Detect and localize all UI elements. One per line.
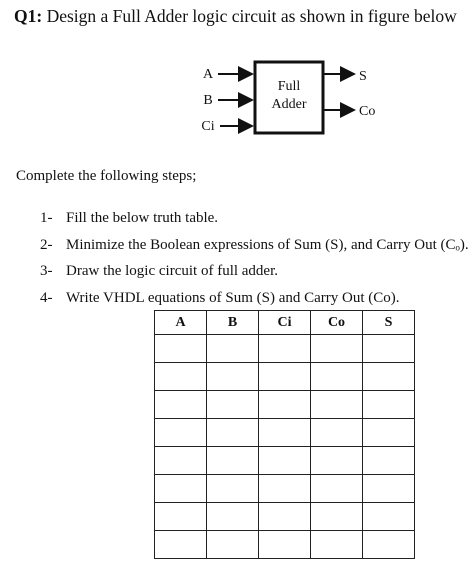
table-cell[interactable] — [155, 475, 207, 503]
step-item — [40, 232, 469, 259]
step-number: 1- — [40, 210, 53, 226]
header-co: Co — [311, 311, 363, 335]
table-cell[interactable] — [363, 391, 415, 419]
table-cell[interactable] — [311, 503, 363, 531]
table-cell[interactable] — [155, 391, 207, 419]
table-cell[interactable] — [259, 475, 311, 503]
truth-table — [154, 310, 415, 559]
table-row — [155, 335, 415, 363]
table-cell[interactable] — [311, 419, 363, 447]
header-ci: Ci — [259, 311, 311, 335]
table-cell[interactable] — [207, 503, 259, 531]
table-row — [155, 391, 415, 419]
table-cell[interactable] — [311, 391, 363, 419]
step-item — [40, 205, 469, 232]
table-cell[interactable] — [207, 391, 259, 419]
table-cell[interactable] — [259, 531, 311, 559]
table-cell[interactable] — [259, 391, 311, 419]
step-item — [40, 258, 469, 285]
table-cell[interactable] — [311, 335, 363, 363]
block-label-adder: Adder — [271, 97, 307, 112]
table-cell[interactable] — [363, 475, 415, 503]
block-label-full: Full — [277, 79, 301, 94]
header-b: B — [207, 311, 259, 335]
table-cell[interactable] — [311, 447, 363, 475]
header-a: A — [155, 311, 207, 335]
table-row — [155, 503, 415, 531]
table-row — [155, 531, 415, 559]
table-cell[interactable] — [155, 363, 207, 391]
table-cell[interactable] — [155, 447, 207, 475]
full-adder-diagram — [0, 0, 474, 160]
step-text: Minimize the Boolean expressions of Sum (S), and Carry Out (Cₒ). — [66, 236, 469, 253]
table-cell[interactable] — [363, 419, 415, 447]
table-cell[interactable] — [363, 363, 415, 391]
table-cell[interactable] — [207, 475, 259, 503]
table-cell[interactable] — [207, 419, 259, 447]
table-cell[interactable] — [363, 531, 415, 559]
step-number: 4- — [40, 289, 53, 306]
table-row — [155, 419, 415, 447]
input-label-ci: Ci — [201, 119, 215, 134]
table-row — [155, 447, 415, 475]
steps-list — [40, 205, 469, 311]
table-cell[interactable] — [155, 531, 207, 559]
table-cell[interactable] — [155, 419, 207, 447]
step-item — [40, 285, 469, 312]
table-cell[interactable] — [259, 503, 311, 531]
question-text: Design a Full Adder logic circuit as shown in figure below — [42, 6, 457, 26]
table-cell[interactable] — [311, 531, 363, 559]
table-cell[interactable] — [207, 335, 259, 363]
table-cell[interactable] — [311, 475, 363, 503]
table-cell[interactable] — [363, 335, 415, 363]
output-label-s: S — [359, 69, 367, 84]
table-row — [155, 363, 415, 391]
step-number: 2- — [40, 236, 53, 253]
step-text: Write VHDL equations of Sum (S) and Carry Out (Co). — [66, 289, 400, 306]
table-cell[interactable] — [155, 503, 207, 531]
truth-table-body — [155, 335, 415, 559]
table-cell[interactable] — [363, 447, 415, 475]
table-cell[interactable] — [311, 363, 363, 391]
table-cell[interactable] — [259, 419, 311, 447]
table-cell[interactable] — [259, 447, 311, 475]
table-row — [155, 475, 415, 503]
input-label-a: A — [202, 67, 214, 82]
table-cell[interactable] — [207, 447, 259, 475]
question-number: Q1: — [14, 6, 43, 26]
instructions-intro: Complete the following steps; — [16, 168, 197, 184]
table-cell[interactable] — [207, 531, 259, 559]
step-number: 3- — [40, 263, 53, 279]
truth-table-header-row — [155, 311, 415, 335]
table-cell[interactable] — [363, 503, 415, 531]
table-cell[interactable] — [207, 363, 259, 391]
output-label-co: Co — [359, 104, 376, 119]
table-cell[interactable] — [155, 335, 207, 363]
input-label-b: B — [203, 93, 213, 108]
step-text: Draw the logic circuit of full adder. — [66, 263, 279, 279]
table-cell[interactable] — [259, 363, 311, 391]
header-s: S — [363, 311, 415, 335]
table-cell[interactable] — [259, 335, 311, 363]
step-text: Fill the below truth table. — [66, 210, 219, 226]
